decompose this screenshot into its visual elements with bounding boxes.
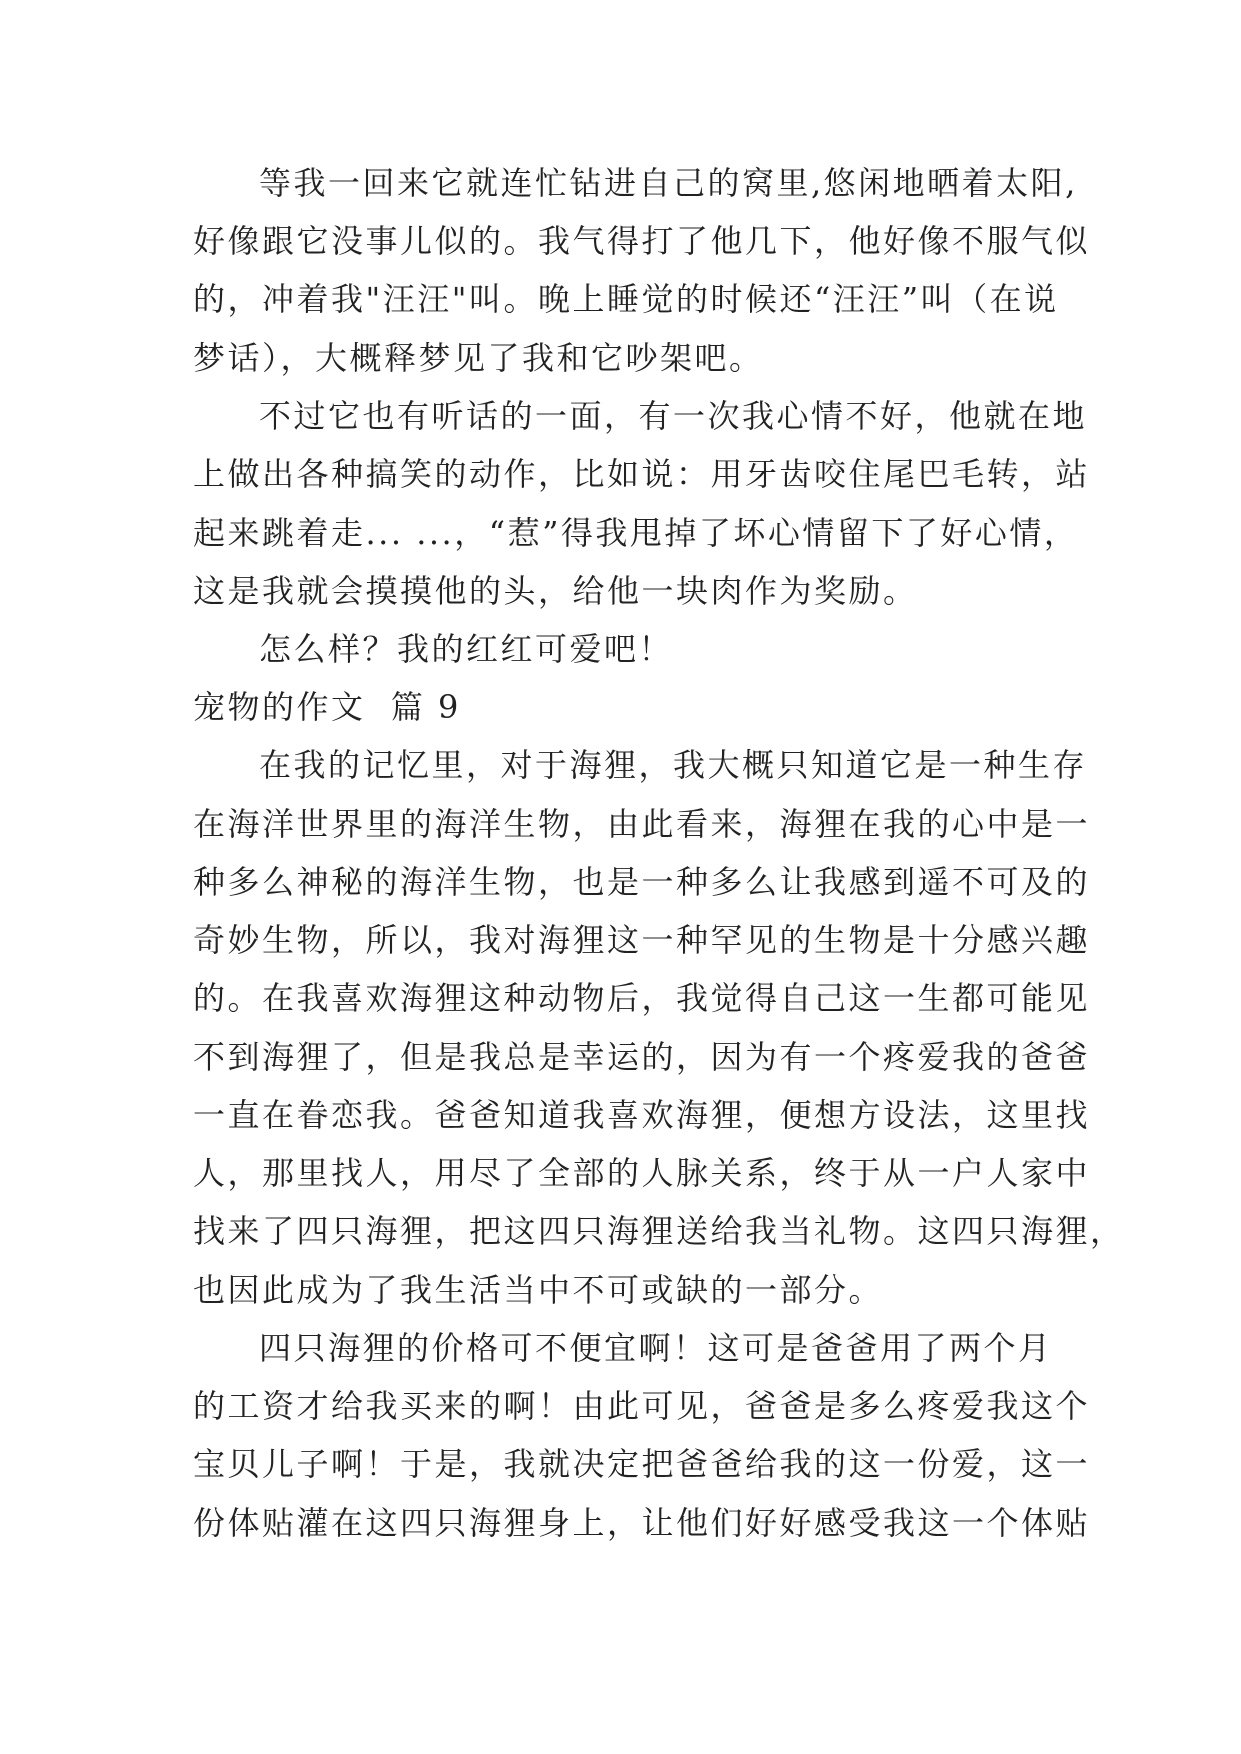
paragraph-line: 在海洋世界里的海洋生物，由此看来，海狸在我的心中是一	[193, 805, 1091, 843]
paragraph-line: 起来跳着走... ...，“惹”得我甩掉了坏心情留下了好心情，	[193, 514, 1079, 552]
paragraph-line: 不过它也有听话的一面，有一次我心情不好，他就在地	[259, 397, 1088, 435]
paragraph-line: 不到海狸了，但是我总是幸运的，因为有一个疼爱我的爸爸	[193, 1038, 1091, 1076]
paragraph-line: 上做出各种搞笑的动作，比如说：用牙齿咬住尾巴毛转，站	[193, 455, 1091, 493]
paragraph-line: 怎么样？我的红红可爱吧！	[259, 630, 674, 668]
paragraph-line: 梦话），大概释梦见了我和它吵架吧。	[193, 339, 764, 377]
paragraph-line: 这是我就会摸摸他的头，给他一块肉作为奖励。	[193, 572, 918, 610]
paragraph-line: 等我一回来它就连忙钻进自己的窝里,悠闲地晒着太阳,	[259, 164, 1078, 202]
paragraph-line: 的。在我喜欢海狸这种动物后，我觉得自己这一生都可能见	[193, 979, 1091, 1017]
paragraph-line: 四只海狸的价格可不便宜啊！这可是爸爸用了两个月	[259, 1329, 1053, 1367]
paragraph-line: 好像跟它没事儿似的。我气得打了他几下，他好像不服气似	[193, 222, 1091, 260]
section-heading: 宠物的作文 篇 9	[193, 688, 461, 726]
paragraph-line: 的工资才给我买来的啊！由此可见，爸爸是多么疼爱我这个	[193, 1387, 1091, 1425]
paragraph-line: 的，冲着我"汪汪"叫。晚上睡觉的时候还“汪汪”叫（在说	[193, 280, 1059, 318]
paragraph-line: 找来了四只海狸，把这四只海狸送给我当礼物。这四只海狸，	[193, 1212, 1125, 1250]
paragraph-line: 人，那里找人，用尽了全部的人脉关系，终于从一户人家中	[193, 1154, 1091, 1192]
paragraph-line: 也因此成为了我生活当中不可或缺的一部分。	[193, 1271, 884, 1309]
paragraph-line: 一直在眷恋我。爸爸知道我喜欢海狸，便想方设法，这里找	[193, 1096, 1091, 1134]
paragraph-line: 宝贝儿子啊！于是，我就决定把爸爸给我的这一份爱，这一	[193, 1445, 1091, 1483]
paragraph-line: 种多么神秘的海洋生物，也是一种多么让我感到遥不可及的	[193, 863, 1091, 901]
paragraph-line: 份体贴灌在这四只海狸身上，让他们好好感受我这一个体贴	[193, 1504, 1091, 1542]
paragraph-line: 奇妙生物，所以，我对海狸这一种罕见的生物是十分感兴趣	[193, 921, 1091, 959]
paragraph-line: 在我的记忆里，对于海狸，我大概只知道它是一种生存	[259, 746, 1088, 784]
